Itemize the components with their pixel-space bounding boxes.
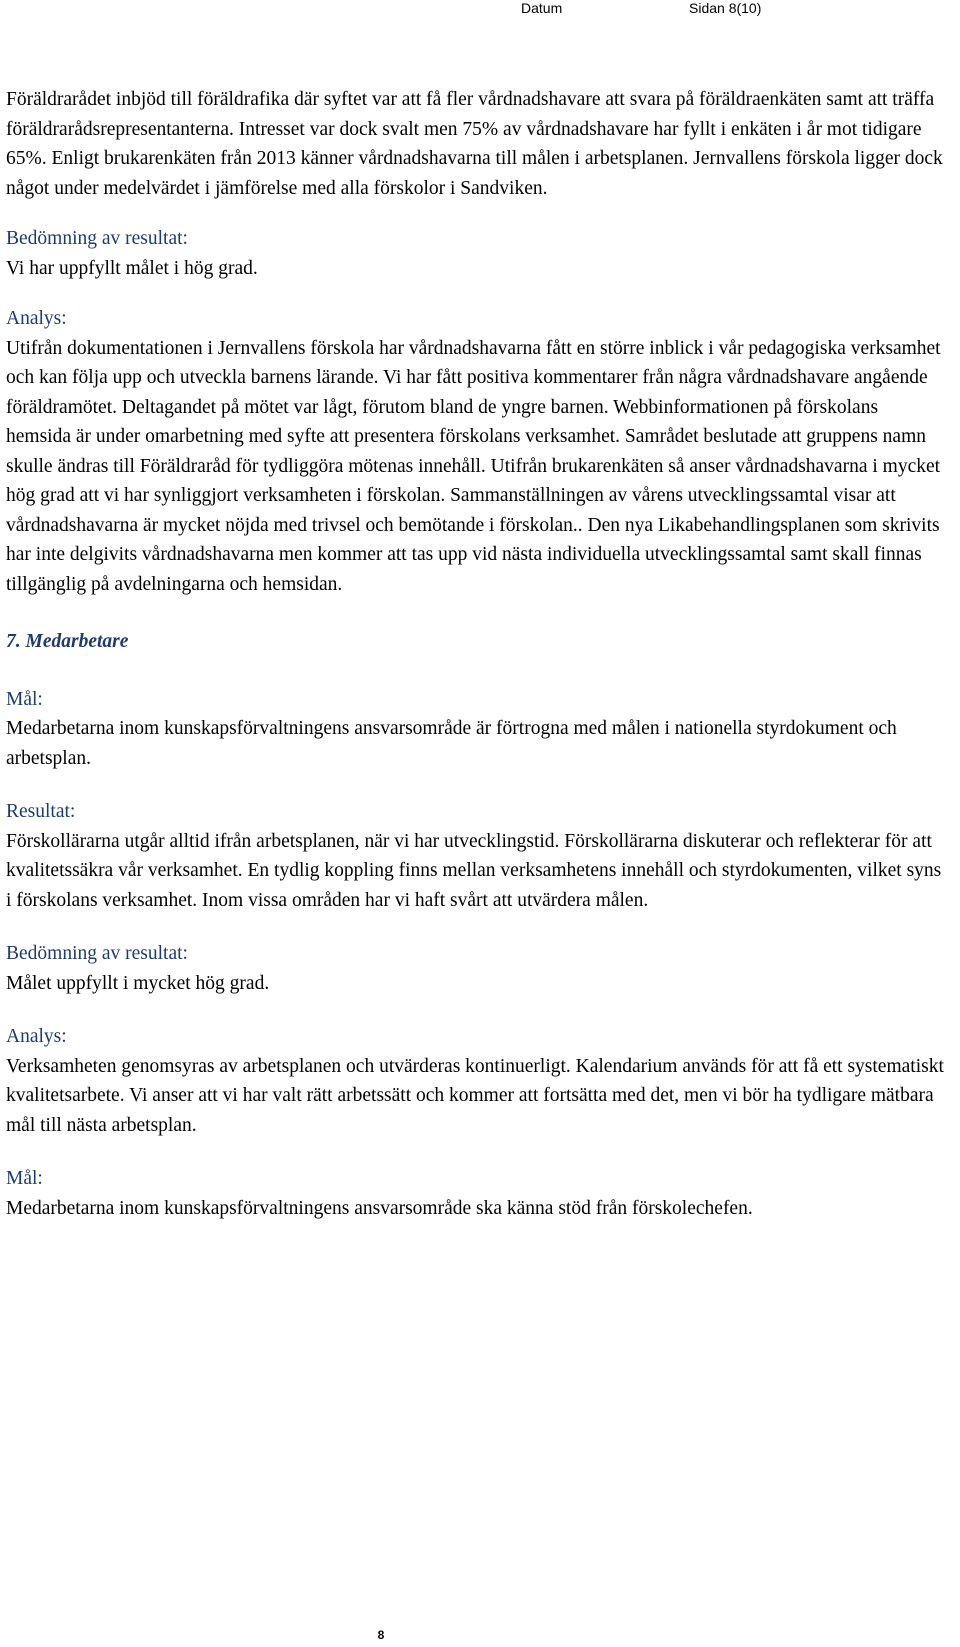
- header-date-label: Datum: [521, 0, 563, 16]
- analysis-label-2: Analys:: [6, 1026, 67, 1047]
- analysis-paragraph: Utifrån dokumentationen i Jernvallens förskola har vårdnadshavarna fått en större inblick i vår pedagogiska verksamhet och kan följa upp och utveckla barnens lärande. Vi har fått positiva kommentarer från några vårdnadshavare angående föräldramötet. Deltagandet på mötet var lågt, förutom bland de yngre barnen. Webbinformationen på förskolans hemsida är under omarbetning med syfte att presentera förskolans verksamhet. Samrådet beslutade att gruppens namn skulle ändras till Föräldraråd för tydliggöra mötenas innehåll. Utifrån brukarenkäten så anser vårdnadshavarna i mycket hög grad att vi har synliggjort verksamheten i förskolan. Sammanställningen av vårens utvecklingssamtal visar att vårdnadshavarna är mycket nöjda med trivsel och bemötande i förskolan.. Den nya Likabehandlingsplanen som skrivits har inte delgivits vårdnadshavarna men kommer att tas upp vid nästa individuella utvecklingssamtal samt skall finnas tillgänglig på avdelningarna och hemsidan.: [6, 337, 941, 595]
- result-paragraph: Förskollärarna utgår alltid ifrån arbetsplanen, när vi har utvecklingstid. Förskollärarna diskuterar och reflekterar för att kvalitetssäkra vår verksamhet. En tydlig koppling finns mellan verksamhetens innehåll och styrdokumenten, vilket syns i förskolans verksamhet. Inom vissa områden har vi haft svårt att utvärdera målen.: [6, 830, 942, 911]
- analysis-label: Analys:: [6, 308, 67, 329]
- goal-text-2: Medarbetarna inom kunskapsförvaltningens ansvarsområde ska känna stöd från förskolechefen.: [6, 1197, 753, 1219]
- header-page-label: Sidan 8(10): [689, 0, 762, 16]
- assessment-label-2: Bedömning av resultat:: [6, 943, 188, 964]
- assessment-label: Bedömning av resultat:: [6, 228, 188, 249]
- goal-label: Mål:: [6, 688, 43, 710]
- analysis-paragraph-2: Verksamheten genomsyras av arbetsplanen och utvärderas kontinuerligt. Kalendarium används för att få ett systematiskt kvalitetsarbete. Vi anser att vi har valt rätt arbetssätt och kommer att fortsätta med det, men vi bör ha tydligare mätbara mål till nästa arbetsplan.: [6, 1055, 944, 1136]
- result-label: Resultat:: [6, 801, 76, 822]
- intro-paragraph: Föräldrarådet inbjöd till föräldrafika där syftet var att få fler vårdnadshavare att svara på föräldraenkäten samt att träffa föräldrarådsrepresentanterna. Intresset var dock svalt men 75% av vårdnadshavare har fyllt i enkäten i år mot tidigare 65%. Enligt brukarenkäten från 2013 känner vårdnadshavarna till målen i arbetsplanen. Jernvallens förskola ligger dock något under medelvärdet i jämförelse med alla förskolor i Sandviken.: [6, 89, 943, 199]
- assessment-text-2: Målet uppfyllt i mycket hög grad.: [6, 972, 270, 994]
- goal-label-2: Mål:: [6, 1168, 43, 1189]
- page-number: 8: [377, 1628, 385, 1642]
- section-title: 7. Medarbetare: [6, 631, 129, 652]
- document-body: [6, 85, 946, 1223]
- page-footer: [0, 1628, 960, 1642]
- page-header: [0, 0, 960, 24]
- assessment-text: Vi har uppfyllt målet i hög grad.: [6, 257, 258, 279]
- goal-text: Medarbetarna inom kunskapsförvaltningens ansvarsområde är förtrogna med målen i nationella styrdokument och arbetsplan.: [6, 718, 897, 769]
